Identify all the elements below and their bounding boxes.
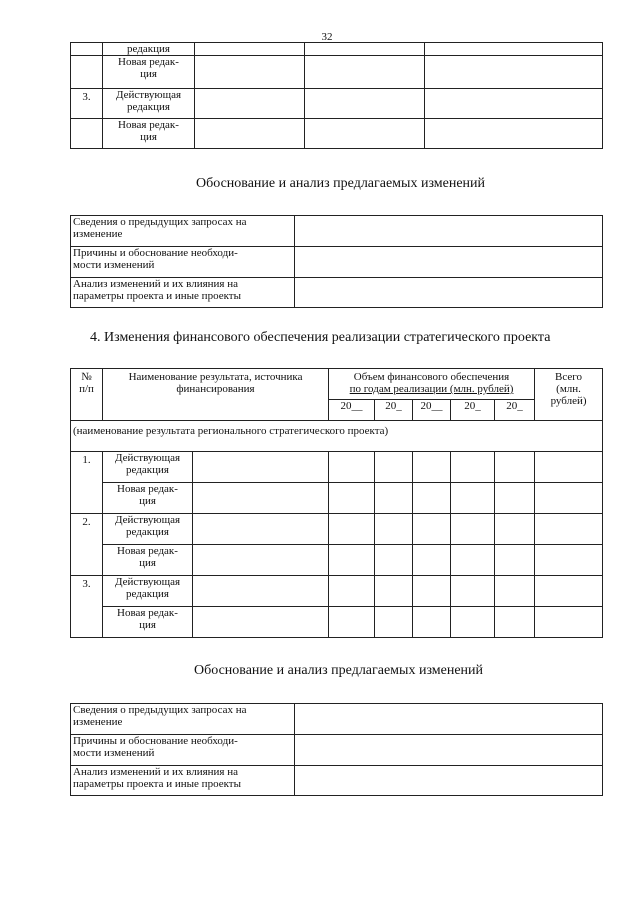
top-row-label: Новая редак- ция xyxy=(103,119,195,149)
analysis-label: Причины и обоснование необходи- мости изменений xyxy=(71,735,295,766)
fin-row-num: 2. xyxy=(71,514,103,576)
analysis-label: Анализ изменений и их влияния на параметры проекта и иные проекты xyxy=(71,278,295,308)
year-cell: 20__ xyxy=(329,400,375,421)
top-row-num xyxy=(71,43,103,56)
analysis-value xyxy=(295,766,603,796)
heading-justification-1: Обоснование и анализ предлагаемых изменений xyxy=(196,176,486,191)
col-header-volume-line1: Объем финансового обеспечения xyxy=(353,371,510,383)
col-header-volume xyxy=(329,369,535,400)
fin-row-label: Новая редак- ция xyxy=(103,607,193,638)
analysis-value xyxy=(295,216,603,247)
top-table xyxy=(70,42,603,149)
year-cell: 20_ xyxy=(375,400,413,421)
fin-row-label: Новая редак- ция xyxy=(103,545,193,576)
year-cell: 20_ xyxy=(495,400,535,421)
top-row-num: 3. xyxy=(71,89,103,119)
analysis-label: Причины и обоснование необходи- мости изменений xyxy=(71,247,295,278)
analysis-table-2 xyxy=(70,703,603,796)
fin-row-label: Действующая редакция xyxy=(103,452,193,483)
financial-table xyxy=(70,368,603,638)
analysis-value xyxy=(295,704,603,735)
analysis-value xyxy=(295,735,603,766)
col-header-num: № п/п xyxy=(71,369,103,421)
year-cell: 20__ xyxy=(413,400,451,421)
fin-row-label: Действующая редакция xyxy=(103,514,193,545)
analysis-label: Анализ изменений и их влияния на параметры проекта и иные проекты xyxy=(71,766,295,796)
result-row: (наименование результата регионального стратегического проекта) xyxy=(71,421,603,452)
analysis-label: Сведения о предыдущих запросах на изменение xyxy=(71,216,295,247)
fin-row-label: Новая редак- ция xyxy=(103,483,193,514)
year-cell: 20_ xyxy=(451,400,495,421)
heading-justification-2: Обоснование и анализ предлагаемых изменений xyxy=(194,663,484,678)
fin-row-num: 3. xyxy=(71,576,103,638)
col-header-volume-line2: по годам реализации (млн. рублей) xyxy=(349,383,514,395)
analysis-value xyxy=(295,247,603,278)
top-row-label: редакция xyxy=(103,43,195,56)
top-row-num xyxy=(71,119,103,149)
section-4-title: 4. Изменения финансового обеспечения реализации стратегического проекта xyxy=(90,330,551,345)
page-number: 32 xyxy=(321,31,333,43)
col-header-total: Всего (млн. рублей) xyxy=(535,369,603,421)
top-row-label: Действующая редакция xyxy=(103,89,195,119)
fin-row-label: Действующая редакция xyxy=(103,576,193,607)
analysis-table-1 xyxy=(70,215,603,308)
top-row-label: Новая редак- ция xyxy=(103,56,195,89)
top-row-num xyxy=(71,56,103,89)
col-header-name: Наименование результата, источника финансирования xyxy=(103,369,329,421)
analysis-label: Сведения о предыдущих запросах на изменение xyxy=(71,704,295,735)
analysis-value xyxy=(295,278,603,308)
fin-row-num: 1. xyxy=(71,452,103,514)
